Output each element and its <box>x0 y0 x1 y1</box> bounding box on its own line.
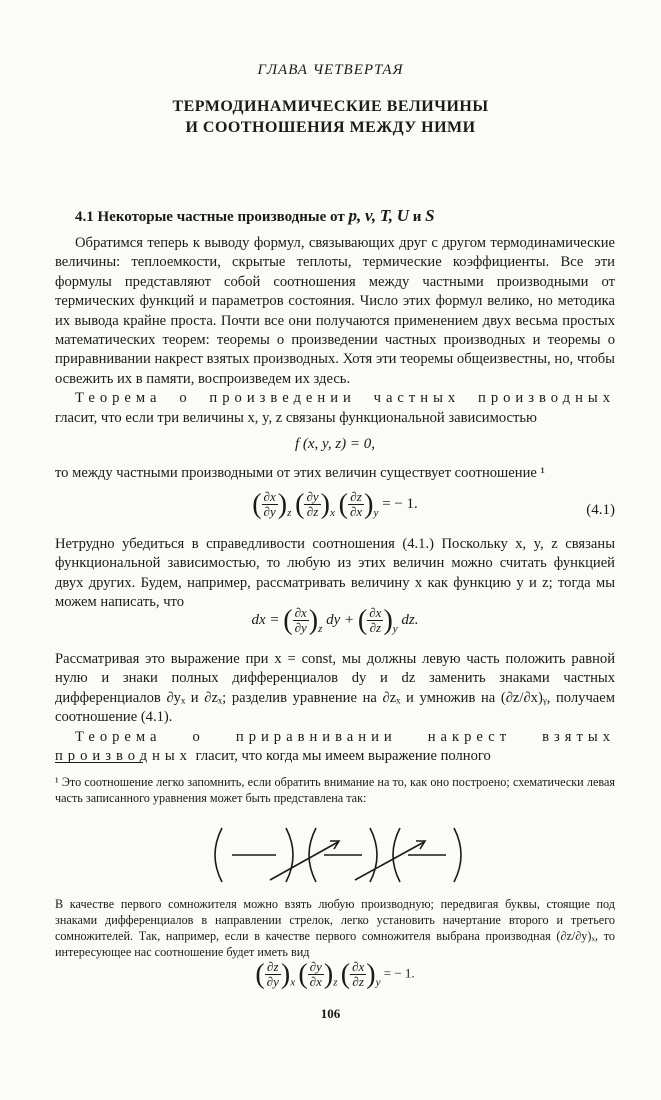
equation-footnote-rhs: = − 1. <box>383 965 415 981</box>
equation-4-1-rhs: = − 1. <box>382 495 418 512</box>
theorem-1-name: Теорема о произведении частных производных <box>75 390 615 407</box>
theorem-2-name: Теорема о приравнивании накрест взятых производных <box>55 728 615 765</box>
arrow-1 <box>270 842 338 880</box>
footnote-2: В качестве первого сомножителя можно взять любую производную; передвигая буквы, стоящие под знаками дифференциалов в направлении стрелок, легко установить начертание второго и третьего сомножителей. Так, например, если в качестве первого сомножителя выбрана производная (∂z/∂y)ₓ, то интересующее нас соотношение будет иметь вид <box>55 897 615 959</box>
theorem-2-text: гласит, что когда мы имеем выражение полного <box>195 748 491 765</box>
paren-1-right <box>286 828 293 882</box>
footnote-rule <box>55 762 143 763</box>
section-heading-text: 4.1 Некоторые частные производные от <box>75 209 345 225</box>
equation-dx: dx = ( $\frac{\partial x}{\partial y}$ )$_z$ dy + ( $\frac{\partial x}{\partial z}$ )$_y$ dz. <box>251 604 419 636</box>
paragraph-5: Рассматривая это выражение при x = const, мы должны левую часть положить равной нулю и знаки полных дифференциалов dy и dz заменить знаками частных дифференциалов ∂yₓ и ∂zₓ; разделив уравнение на ∂zₓ и умножив на (∂z/∂x)ᵧ, получаем соотношение (4.1). <box>55 651 615 726</box>
arrow-2 <box>355 842 424 880</box>
equation-number: (4.1) <box>586 502 615 518</box>
title-line-1: ТЕРМОДИНАМИЧЕСКИЕ ВЕЛИЧИНЫ <box>172 98 489 115</box>
paragraph-2 <box>55 389 615 428</box>
paragraph-3: то между частными производными от этих величин существует соотношение ¹ <box>55 465 545 481</box>
chapter-label: ГЛАВА ЧЕТВЕРТАЯ <box>257 62 404 78</box>
page-number: 106 <box>320 1006 341 1021</box>
paragraph-1: Обратимся теперь к выводу формул, связывающих друг с другом термодинамические величины: теплоемкости, скрытые теплоты, термические коэффициенты. Все эти формулы представляют собой соотношения между частными производными от термических функций и параметров состояния. Число этих формул велико, но методика их вывода крайне проста. Почти все они получаются применением двух весьма простых математических теорем: теоремы о произведении частных производных и теоремы о приравнивании накрест взятых производных. Хотя эти теоремы общеизвестны, но, чтобы освежить их в памяти, воспроизведем их здесь. <box>55 235 615 387</box>
theorem-1-text: гласит, что если три величины x, y, z связаны функциональной зависимостью <box>55 409 537 426</box>
section-sym-S: S <box>425 206 435 225</box>
section-sym-v: v, <box>364 206 377 225</box>
section-sym-p: p, <box>348 206 362 225</box>
section-and: и <box>412 209 422 225</box>
paragraph-1-block <box>55 234 615 428</box>
paragraph-5-block <box>55 650 615 766</box>
footnote-1: ¹ Это соотношение легко запомнить, если обратить внимание на то, как оно построено; схематически левая часть записанного уравнения может быть представлена так: <box>55 775 615 805</box>
section-sym-U: U <box>396 206 409 225</box>
equation-f: f (x, y, z) = 0, <box>294 436 376 452</box>
equation-4-1: ( $\frac{\partial x}{\partial y}$ )$_z$ ( $\frac{\partial y}{\partial z}$ )$_x$ ( $\frac{\partial z}{\partial x}$ )$_y$ = − 1. (4.1) <box>252 488 615 520</box>
chapter-title <box>0 96 661 138</box>
paren-3-right <box>454 828 461 882</box>
section-sym-T: T, <box>379 206 393 225</box>
title-line-2: И СООТНОШЕНИЯ МЕЖДУ НИМИ <box>185 119 476 136</box>
equation-footnote: ( $\frac{\partial z}{\partial y}$ )$_x$ ( $\frac{\partial y}{\partial x}$ )$_z$ ( $\frac{\partial x}{\partial z}$ )$_y$ = − 1. <box>255 958 415 990</box>
footnote-arrow-diagram <box>200 820 470 890</box>
section-heading <box>75 206 615 226</box>
paragraph-4: Нетрудно убедиться в справедливости соотношения (4.1.) Поскольку x, y, z связаны функциональной зависимостью, то любую из этих величин можно считать функцией двух других. Будем, например, рассматривать величину x как функцию y и z; тогда мы можем написать, что <box>55 536 615 611</box>
paren-2-right <box>370 828 377 882</box>
paren-1-left <box>215 828 222 882</box>
paragraph-6 <box>55 728 615 767</box>
